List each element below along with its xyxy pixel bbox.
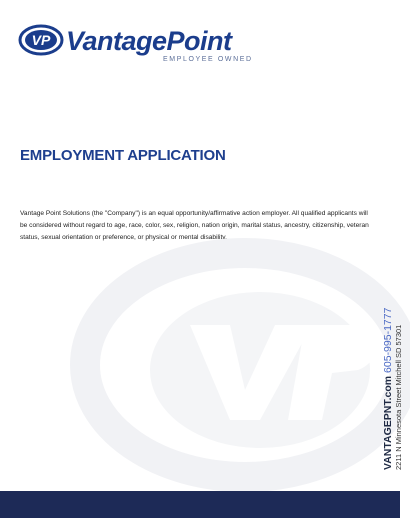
footer-bar <box>0 491 400 518</box>
phone-number: 605-995-1777 <box>382 307 394 373</box>
badge-letters: VP <box>31 32 51 48</box>
vp-badge-icon <box>18 24 64 56</box>
brand-name: VantagePoint <box>66 26 232 56</box>
company-logo <box>18 20 253 64</box>
eeo-statement: Vantage Point Solutions (the "Company") is an equal opportunity/affirmative action employer. All qualified applicants will be considered without regard to age, race, color, sex, religion, nation origin, marital status, ancestry, citizenship, veteran status, sexual orientation or preference, or physical or mental disability. <box>20 210 369 241</box>
brand-tagline: EMPLOYEE OWNED <box>163 56 253 63</box>
contact-line-web-phone <box>382 308 394 470</box>
website-link[interactable]: VANTAGEPNT.com <box>382 375 394 470</box>
page-title: EMPLOYMENT APPLICATION <box>20 147 226 164</box>
contact-block <box>382 308 404 470</box>
vp-watermark-icon <box>80 245 410 485</box>
address-text: 2211 N Minnesota Street Mitchell SD 57301 <box>394 324 403 470</box>
